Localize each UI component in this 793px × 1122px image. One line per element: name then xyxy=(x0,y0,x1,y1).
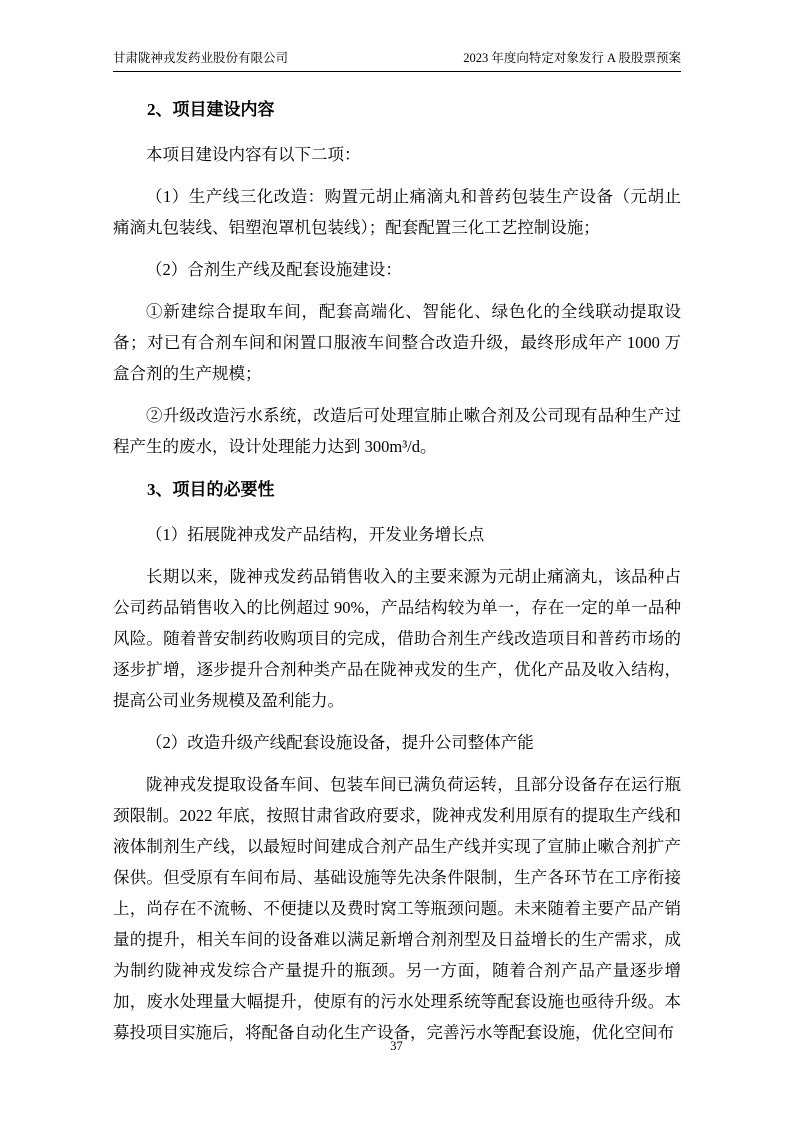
paragraph-circled-1: ①新建综合提取车间，配套高端化、智能化、绿色化的全线联动提取设备；对已有合剂车间和闲置口服液车间整合改造升级，最终形成年产 1000 万盒合剂的生产规模； xyxy=(113,302,681,383)
subheading-expand-product-structure: （1）拓展陇神戎发产品结构，开发业务增长点 xyxy=(146,525,485,544)
section-heading-project-necessity: 3、项目的必要性 xyxy=(147,480,275,499)
paragraph-item-2: （2）合剂生产线及配套设施建设： xyxy=(146,260,402,279)
header-company-name: 甘肃陇神戎发药业股份有限公司 xyxy=(113,51,289,65)
subheading-upgrade-facilities: （2）改造升级产线配套设施设备，提升公司整体产能 xyxy=(146,733,534,752)
header-document-title: 2023 年度向特定对象发行 A 股股票预案 xyxy=(463,51,681,65)
page-footer xyxy=(0,1039,793,1054)
paragraph-item-1: （1）生产线三化改造：购置元胡止痛滴丸和普药包装生产设备（元胡止痛滴丸包装线、铝塑泡罩机包装线）；配套配置三化工艺控制设施； xyxy=(113,187,681,237)
page-number: 37 xyxy=(390,1039,403,1053)
paragraph-intro: 本项目建设内容有以下二项： xyxy=(146,145,361,164)
section-heading-project-construction: 2、项目建设内容 xyxy=(147,100,275,119)
document-content xyxy=(113,94,681,1048)
paragraph-product-structure: 长期以来，陇神戎发药品销售收入的主要来源为元胡止痛滴丸，该品种占公司药品销售收入的比例超过 90%，产品结构较为单一，存在一定的单一品种风险。随着普安制药收购项目的完成，借助合剂生产线改造项目和普药市场的逐步扩增，逐步提升合剂种类产品在陇神戎发的生产，优化产品及收入结构，提高公司业务规模及盈利能力。 xyxy=(113,567,681,710)
paragraph-upgrade-facilities: 陇神戎发提取设备车间、包装车间已满负荷运转，且部分设备存在运行瓶颈限制。2022 年底，按照甘肃省政府要求，陇神戎发利用原有的提取生产线和液体制剂生产线，以最短时间建成合剂产品生产线并实现了宣肺止嗽合剂扩产保供。但受原有车间布局、基础设施等先决条件限制，生产各环节在工序衔接上，尚存在不流畅、不便捷以及费时窝工等瓶颈问题。未来随着主要产品产销量的提升，相关车间的设备难以满足新增合剂剂型及日益增长的生产需求，成为制约陇神戎发综合产量提升的瓶颈。另一方面，随着合剂产品产量逐步增加，废水处理量大幅提升，使原有的污水处理系统等配套设施也亟待升级。本募投项目实施后，将配备自动化生产设备，完善污水等配套设施，优化空间布 xyxy=(113,775,681,1042)
paragraph-circled-2: ②升级改造污水系统，改造后可处理宣肺止嗽合剂及公司现有品种生产过程产生的废水，设计处理能力达到 300m³/d。 xyxy=(113,406,681,456)
page-header xyxy=(113,50,681,72)
